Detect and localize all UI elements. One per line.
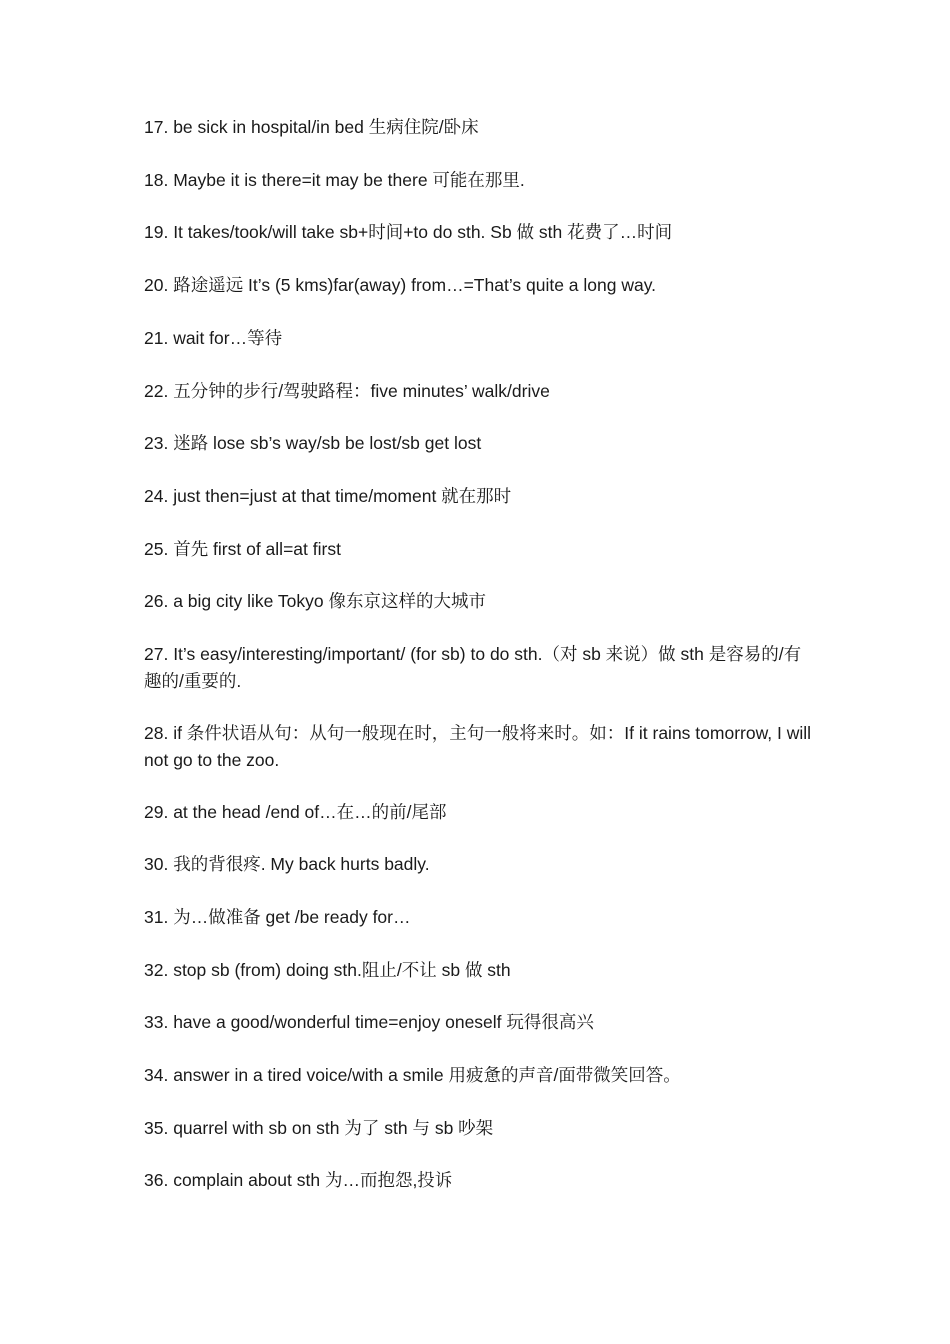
entry-23: 23. 迷路 lose sb’s way/sb be lost/sb get lost — [144, 433, 482, 453]
entry-27: 27. It’s easy/interesting/important/ (for sb) to do sth.（对 sb 来说）做 sth 是容易的/有趣的/重要的. — [144, 644, 802, 691]
entry-31: 31. 为…做准备 get /be ready for… — [144, 907, 411, 927]
entry-32: 32. stop sb (from) doing sth.阻止/不让 sb 做 sth — [144, 960, 511, 980]
entry-25: 25. 首先 first of all=at first — [144, 539, 341, 559]
entry-35: 35. quarrel with sb on sth 为了 sth 与 sb 吵架 — [144, 1118, 494, 1138]
entry-19: 19. It takes/took/will take sb+时间+to do sth. Sb 做 sth 花费了…时间 — [144, 222, 673, 242]
entry-22: 22. 五分钟的步行/驾驶路程：five minutes’ walk/drive — [144, 381, 550, 401]
entry-24: 24. just then=just at that time/moment 就在那时 — [144, 486, 512, 506]
entry-26: 26. a big city like Tokyo 像东京这样的大城市 — [144, 591, 486, 611]
entry-33: 33. have a good/wonderful time=enjoy oneself 玩得很高兴 — [144, 1012, 594, 1032]
entry-30: 30. 我的背很疼. My back hurts badly. — [144, 854, 430, 874]
entry-29: 29. at the head /end of…在…的前/尾部 — [144, 802, 447, 822]
entry-20: 20. 路途遥远 It’s (5 kms)far(away) from…=That’s quite a long way. — [144, 275, 657, 295]
entry-17: 17. be sick in hospital/in bed 生病住院/卧床 — [144, 117, 479, 137]
entry-18: 18. Maybe it is there=it may be there 可能在那里. — [144, 170, 525, 190]
entry-28: 28. if 条件状语从句：从句一般现在时，主句一般将来时。如：If it rains tomorrow, I will not go to the zoo. — [144, 723, 812, 770]
entry-36: 36. complain about sth 为…而抱怨,投诉 — [144, 1170, 453, 1190]
entry-21: 21. wait for…等待 — [144, 328, 283, 348]
entry-34: 34. answer in a tired voice/with a smile 用疲惫的声音/面带微笑回答。 — [144, 1065, 681, 1085]
